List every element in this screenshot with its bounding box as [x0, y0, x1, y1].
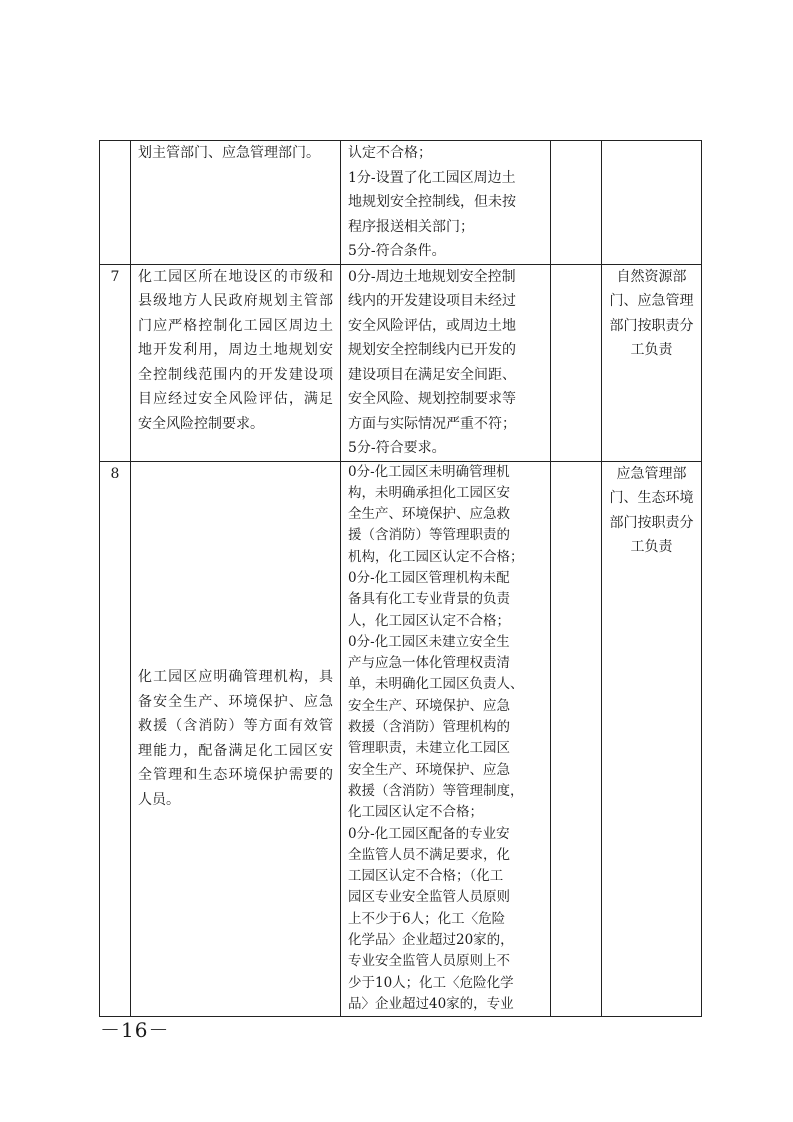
- criteria-cell: [341, 264, 551, 461]
- criteria-line: 规划安全控制线内已开发的: [348, 342, 516, 358]
- criteria-cell: [341, 141, 551, 265]
- criteria-line: 安全风险、规划控制要求等: [348, 391, 516, 407]
- standards-table: [99, 140, 702, 1017]
- page-number: －16－: [100, 1018, 170, 1042]
- criteria-line: 全生产、环境保护、应急救: [348, 506, 510, 523]
- criteria-line: 园区专业安全监管人员原则: [348, 889, 510, 906]
- responsible-dept: 自然资源部门、应急管理部门按职责分工负责: [602, 264, 702, 461]
- criteria-line: 救援（含消防）管理机构的: [348, 719, 510, 736]
- criteria-line: 工园区认定不合格；（化工: [348, 868, 504, 885]
- table-row: [100, 141, 702, 265]
- criteria-line: 人，化工园区认定不合格；: [348, 612, 510, 629]
- requirement-text: 化工园区应明确管理机构，具备安全生产、环境保护、应急救援（含消防）等方面有效管理能力，配备满足化工园区安全管理和生态环境保护需要的人员。: [131, 461, 341, 1016]
- criteria-line: 安全风险评估，或周边土地: [348, 317, 516, 334]
- criteria-line: 化学品〉企业超过20家的，: [348, 932, 514, 949]
- criteria-line: 产与应急一体化管理权责清: [348, 655, 510, 672]
- criteria-cell: [341, 461, 551, 1016]
- criteria-line: 援（含消防）等管理职责的: [348, 527, 510, 544]
- criteria-line: 管理职责，未建立化工园区: [348, 740, 510, 757]
- criteria-line: 0分-化工园区未明确管理机: [348, 463, 510, 480]
- criteria-line: 化工园区认定不合格；: [348, 804, 483, 821]
- criteria-line: 上不少于6人；化工〈危险: [348, 910, 506, 927]
- criteria-line: 安全生产、环境保护、应急: [348, 697, 510, 714]
- criteria-line: 备具有化工专业背景的负责: [348, 591, 510, 608]
- row-number: 7: [100, 264, 131, 461]
- score-cell: [551, 461, 602, 1016]
- criteria-line: 单，未明确化工园区负责人、: [348, 676, 524, 693]
- criteria-line: 线内的开发建设项目未经过: [348, 293, 516, 309]
- criteria-line: 0分-化工园区未建立安全生: [348, 633, 510, 650]
- requirement-text: 化工园区所在地设区的市级和县级地方人民政府规划主管部门应严格控制化工园区周边土地开发利用，周边土地规划安全控制线范围内的开发建设项目应经过安全风险评估，满足安全风险控制要求。: [131, 264, 341, 461]
- row-number: [100, 141, 131, 265]
- row-number: 8: [100, 461, 131, 1016]
- criteria-line: 方面与实际情况严重不符；: [348, 415, 516, 432]
- table-row: [100, 264, 702, 461]
- criteria-line: 程序报送相关部门；: [348, 218, 474, 235]
- criteria-line: 品〉企业超过40家的，专业: [348, 995, 514, 1012]
- score-cell: [551, 141, 602, 265]
- criteria-line: 救援（含消防）等管理制度，: [348, 782, 524, 799]
- responsible-dept: 应急管理部门、生态环境部门按职责分工负责: [602, 461, 702, 1016]
- responsible-dept: [602, 141, 702, 265]
- criteria-line: 机构，化工园区认定不合格；: [348, 548, 524, 565]
- criteria-line: 0分-化工园区配备的专业安: [348, 825, 510, 842]
- criteria-line: 专业安全监管人员原则上不: [348, 953, 510, 970]
- score-cell: [551, 264, 602, 461]
- criteria-line: 安全生产、环境保护、应急: [348, 761, 510, 778]
- criteria-line: 5分-符合要求。: [348, 440, 446, 456]
- criteria-line: 构，未明确承担化工园区安: [348, 484, 510, 501]
- criteria-line: 地规划安全控制线，但未按: [348, 194, 516, 210]
- criteria-line: 全监管人员不满足要求，化: [348, 846, 510, 863]
- criteria-line: 5分-符合条件。: [348, 243, 446, 259]
- criteria-line: 1分-设置了化工园区周边土: [348, 169, 516, 186]
- criteria-line: 0分-周边土地规划安全控制: [348, 268, 516, 285]
- criteria-line: 0分-化工园区管理机构未配: [348, 569, 510, 586]
- criteria-line: 建设项目在满足安全间距、: [348, 366, 516, 383]
- requirement-text: 划主管部门、应急管理部门。: [131, 141, 341, 265]
- table-row: [100, 461, 702, 1016]
- criteria-line: 少于10人；化工〈危险化学: [348, 974, 514, 991]
- criteria-line: 认定不合格；: [348, 145, 432, 161]
